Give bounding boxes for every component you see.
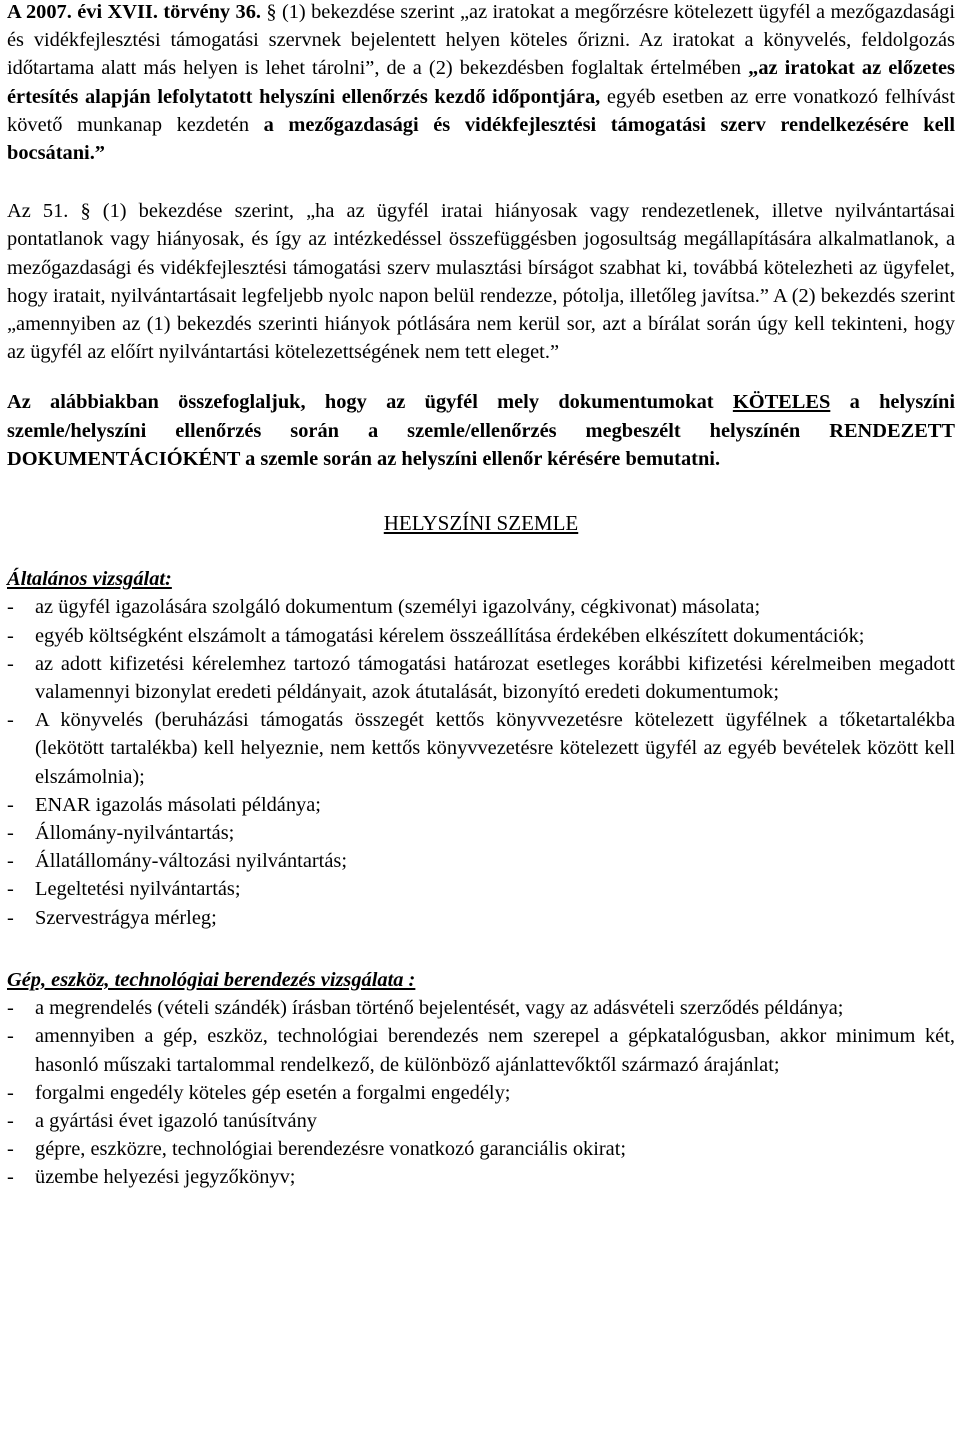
summary-paragraph <box>7 388 955 473</box>
intro-bold-requirement: „az iratokat az előzetes értesítés alapján lefolytatott helyszíni ellenőrzés kezdő időpontjára, <box>7 57 955 108</box>
section-equipment-heading: Gép, eszköz, technológiai berendezés vizsgálata : <box>7 968 416 991</box>
list-item: - az adott kifizetési kérelemhez tartozó támogatási határozat esetleges korábbi kifizetési kérelmeiben megadott valamennyi bizonylat eredeti példányait, azok átutalását, bizonyító eredeti dokumentumok; <box>7 650 955 706</box>
list-item: - Állomány-nyilvántartás; <box>7 819 955 847</box>
intro-other-case-text: egyéb esetben az erre vonatkozó felhívást követő munkanap kezdetén <box>7 85 955 136</box>
page-title: HELYSZÍNI SZEMLE <box>383 511 579 536</box>
list-item: - egyéb költségként elszámolt a támogatási kérelem összeállítása érdekében elkészített dokumentációk; <box>7 622 955 650</box>
section-general-heading: Általános vizsgálat: <box>7 568 172 591</box>
law-reference: A 2007. évi XVII. törvény 36. <box>7 1 261 23</box>
list-item: - A könyvelés (beruházási támogatás összegét kettős könyvvezetésre kötelezett ügyfélnek a tőketartalékba (lekötött tartalékba) kell helyeznie, nem kettős könyvvezetésre kötelezett ügyfél az egyéb bevételek között kell elszámolnia); <box>7 706 955 791</box>
list-item: - Állatállomány-változási nyilvántartás; <box>7 847 955 875</box>
list-item: - Legeltetési nyilvántartás; <box>7 875 955 903</box>
intro-bold-conclusion: a mezőgazdasági és vidékfejlesztési támogatási szerv rendelkezésére kell bocsátani.” <box>7 113 955 165</box>
list-item: - az ügyfél igazolására szolgáló dokumentum (személyi igazolvány, cégkivonat) másolata; <box>7 593 955 621</box>
list-item: - a megrendelés (vételi szándék) írásban történő bejelentését, vagy az adásvételi szerződés példánya; <box>7 994 955 1022</box>
koteles-emphasis: KÖTELES <box>732 391 831 414</box>
section51-paragraph: Az 51. § (1) bekezdése szerint, „ha az ügyfél iratai hiányosak vagy rendezetlenek, illetve nyilvántartásai pontatlanok vagy hiányosak, és így az intézkedéssel összefüggésben jogosultság megállapítására alkalmatlanok, a mezőgazdasági és vidékfejlesztési támogatási szerv mulasztási bírságot szabhat ki, továbbá kötelezheti az ügyfelet, hogy iratait, nyilvántartásait legfeljebb nyolc napon belül rendezze, pótolja, illetőleg javítsa.” A (2) bekezdés szerint „amennyiben az (1) bekezdés szerinti hiányok pótlására nem kerül sor, azt a bírálat során úgy kell tekinteni, hogy az ügyfél az előírt nyilvántartási kötelezettségének nem tett eleget.” <box>7 200 955 364</box>
summary-text-end: a helyszíni szemle/helyszíni ellenőrzés során a szemle/ellenőrzés megbeszélt helyszínén RENDEZETT DOKUMENTÁCIÓKÉNT a szemle során az helyszíni ellenőr kérésére bemutatni. <box>7 391 955 470</box>
summary-text-start: Az alábbiakban összefoglaljuk, hogy az ügyfél mely dokumentumokat <box>7 391 733 414</box>
document-page <box>7 0 955 1192</box>
general-checklist <box>7 593 955 931</box>
list-item: - amennyiben a gép, eszköz, technológiai berendezés nem szerepel a gépkatalógusban, akkor minimum két, hasonló műszaki tartalommal rendelkező, de különböző ajánlattevőktől származó árajánlat; <box>7 1022 955 1078</box>
list-item: - forgalmi engedély köteles gép esetén a forgalmi engedély; <box>7 1079 955 1107</box>
intro-paragraph <box>7 0 955 167</box>
intro-quote: § (1) bekezdése szerint „az iratokat a megőrzésre kötelezett ügyfél a mezőgazdasági és vidékfejlesztési támogatási szervnek bejelentett helyen köteles őrizni. <box>7 1 955 52</box>
list-item: - üzembe helyezési jegyzőkönyv; <box>7 1163 955 1191</box>
list-item: - Szervestrágya mérleg; <box>7 904 955 932</box>
intro-storage-text: Az iratokat a könyvelés, feldolgozás időtartama alatt más helyen is lehet tárolni”, de a (2) bekezdésben foglaltak értelmében <box>7 29 955 80</box>
list-item: - ENAR igazolás másolati példánya; <box>7 791 955 819</box>
list-item: - gépre, eszközre, technológiai berendezésre vonatkozó garanciális okirat; <box>7 1135 955 1163</box>
list-item: - a gyártási évet igazoló tanúsítvány <box>7 1107 955 1135</box>
equipment-checklist <box>7 994 955 1191</box>
